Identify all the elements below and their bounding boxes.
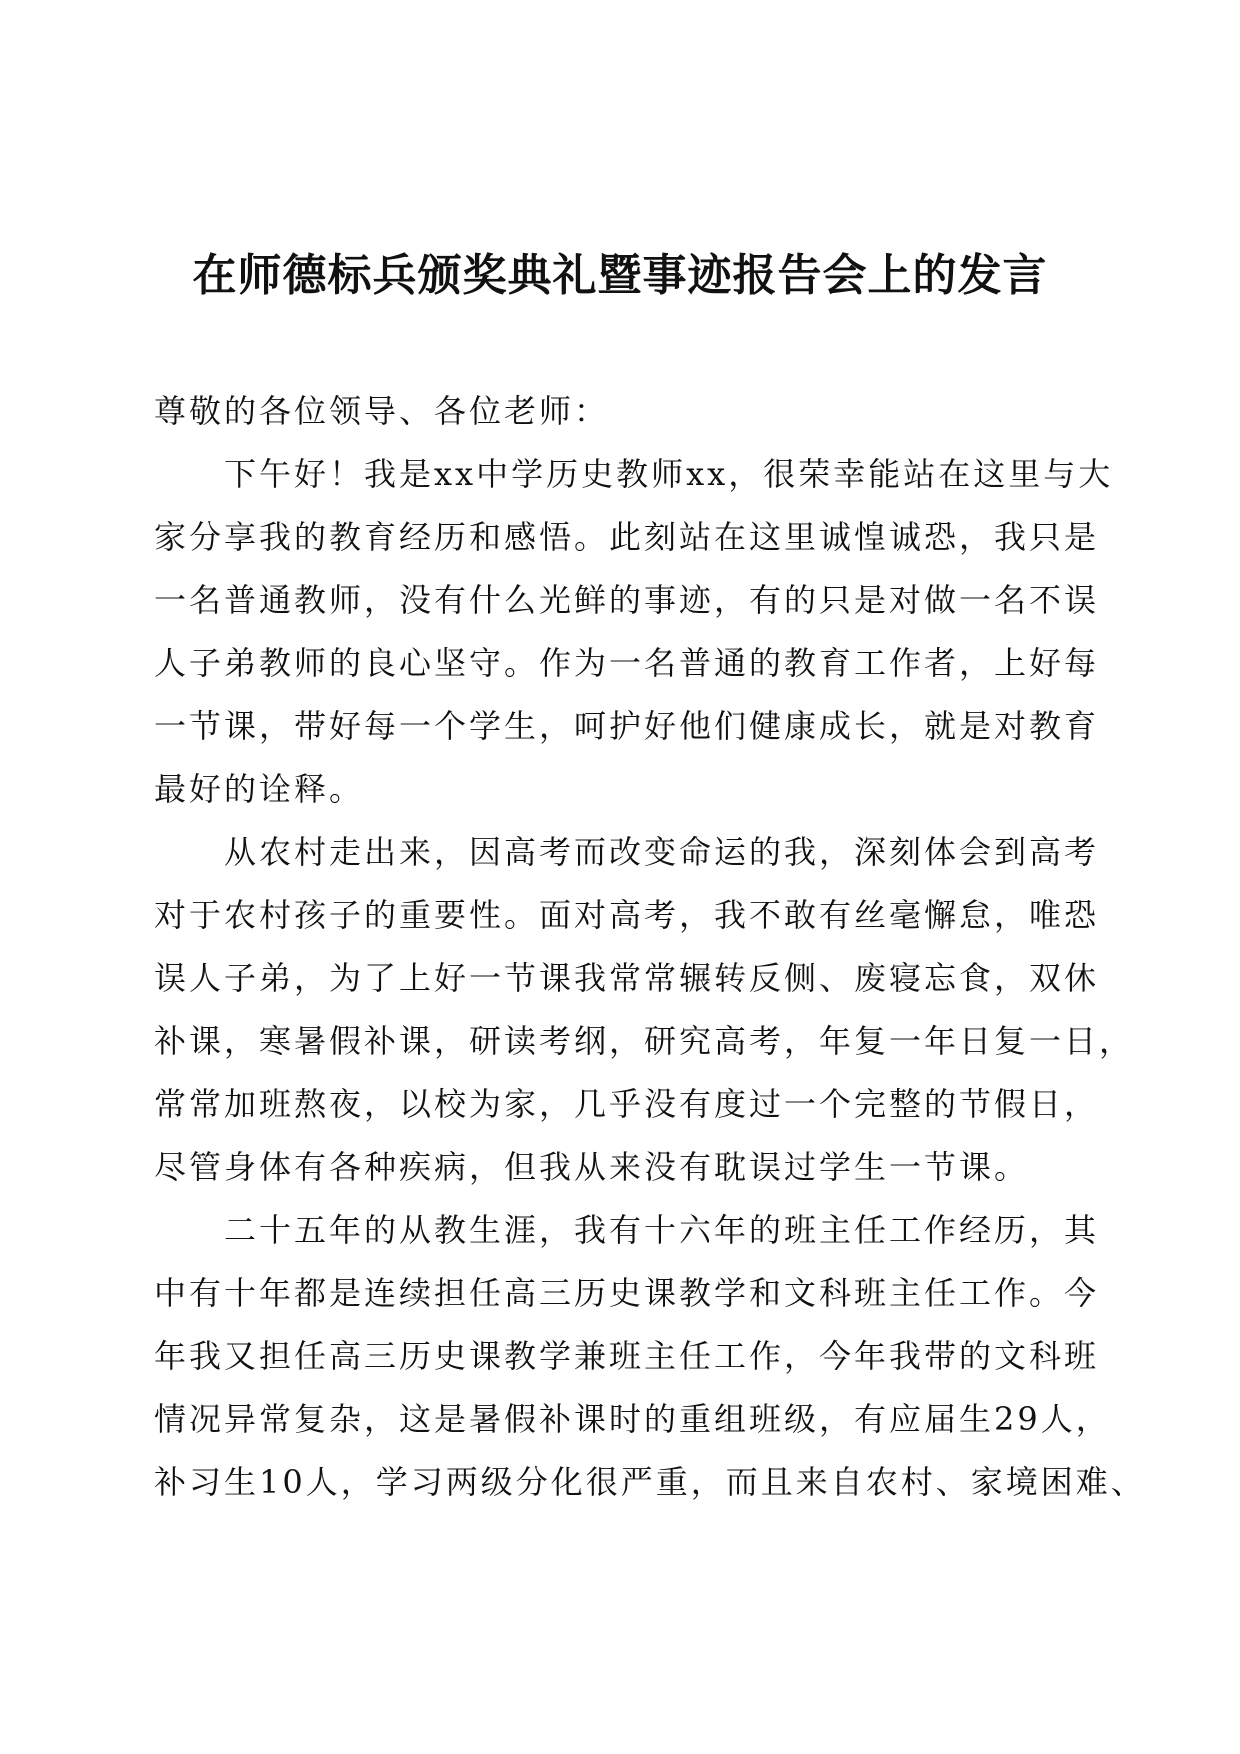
body-line: 一名普通教师，没有什么光鲜的事迹，有的只是对做一名不误 <box>154 581 1100 619</box>
body-line: 情况异常复杂，这是暑假补课时的重组班级，有应届生29人， <box>154 1400 1111 1438</box>
document-title: 在师德标兵颁奖典礼暨事迹报告会上的发言 <box>192 250 1048 301</box>
body-line: 最好的诠释。 <box>154 770 365 808</box>
salutation-line: 尊敬的各位领导、各位老师： <box>154 392 610 430</box>
body-line: 人子弟教师的良心坚守。作为一名普通的教育工作者，上好每 <box>154 644 1100 682</box>
body-line: 二十五年的从教生涯，我有十六年的班主任工作经历，其 <box>154 1211 1100 1249</box>
document-body <box>154 380 1146 1514</box>
body-line: 下午好！我是xx中学历史教师xx，很荣幸能站在这里与大 <box>154 455 1114 493</box>
body-line: 一节课，带好每一个学生，呵护好他们健康成长，就是对教育 <box>154 707 1100 745</box>
body-line: 从农村走出来，因高考而改变命运的我，深刻体会到高考 <box>154 833 1100 871</box>
body-line: 补习生10人，学习两级分化很严重，而且来自农村、家境困难、 <box>154 1463 1146 1501</box>
body-line: 补课，寒暑假补课，研读考纲，研究高考，年复一年日复一日， <box>154 1022 1135 1060</box>
body-line: 尽管身体有各种疾病，但我从来没有耽误过学生一节课。 <box>154 1148 1030 1186</box>
body-line: 误人子弟，为了上好一节课我常常辗转反侧、废寝忘食，双休 <box>154 959 1100 997</box>
body-line: 中有十年都是连续担任高三历史课教学和文科班主任工作。今 <box>154 1274 1100 1312</box>
body-line: 家分享我的教育经历和感悟。此刻站在这里诚惶诚恐，我只是 <box>154 518 1100 556</box>
body-line: 年我又担任高三历史课教学兼班主任工作，今年我带的文科班 <box>154 1337 1100 1375</box>
body-line: 常常加班熬夜，以校为家，几乎没有度过一个完整的节假日， <box>154 1085 1100 1123</box>
body-line: 对于农村孩子的重要性。面对高考，我不敢有丝毫懈怠，唯恐 <box>154 896 1100 934</box>
